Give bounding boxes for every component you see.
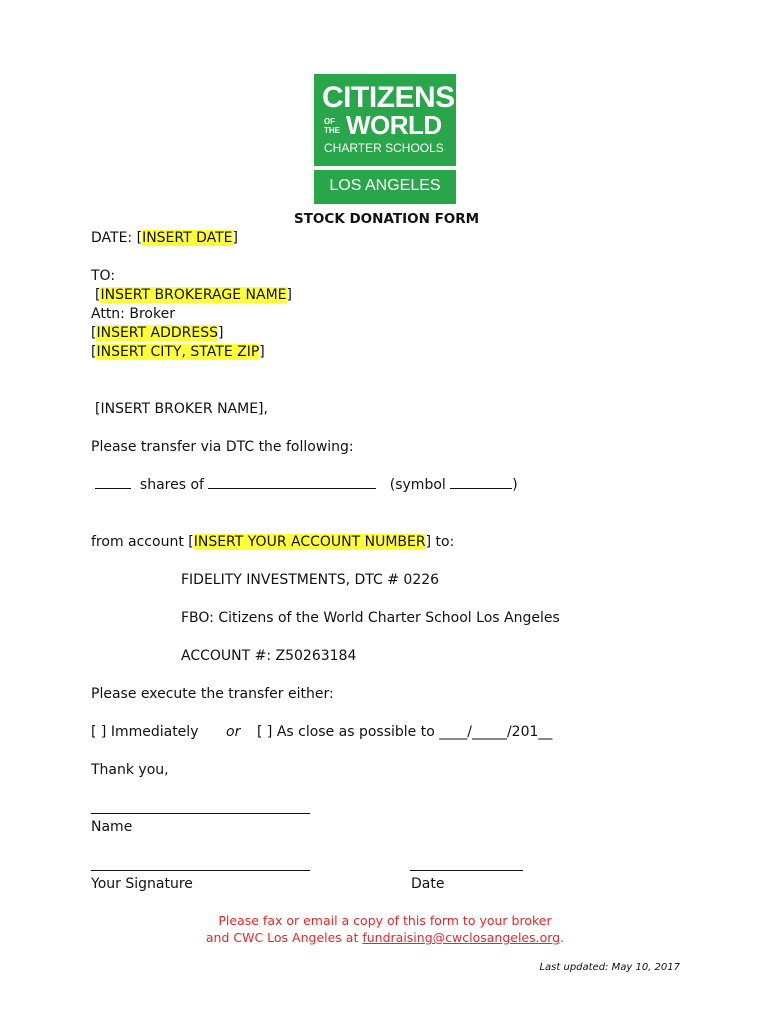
city-state-zip-placeholder[interactable]: INSERT CITY, STATE ZIP bbox=[96, 344, 260, 360]
symbol-close: ) bbox=[512, 477, 518, 493]
brokerage-line: [INSERT BROKERAGE NAME] bbox=[95, 287, 292, 303]
account-line bbox=[91, 533, 454, 551]
logo-world-text: WORLD bbox=[346, 110, 442, 140]
transfer-intro: Please transfer via DTC the following: bbox=[91, 439, 354, 455]
to-label: TO: bbox=[91, 268, 116, 284]
logo-charter-text: CHARTER SCHOOLS bbox=[324, 141, 444, 155]
date-bracket: ] bbox=[232, 230, 238, 246]
date-line bbox=[91, 229, 238, 247]
execute-intro: Please execute the transfer either: bbox=[91, 686, 334, 702]
city-state-zip-line: [INSERT CITY, STATE ZIP] bbox=[91, 344, 265, 360]
thank-you: Thank you, bbox=[91, 762, 169, 778]
name-label: Name bbox=[91, 819, 133, 835]
address-placeholder[interactable]: INSERT ADDRESS bbox=[96, 325, 218, 341]
logo-top-panel bbox=[314, 74, 456, 166]
account-suffix: ] to: bbox=[425, 534, 455, 550]
account-number-placeholder[interactable]: INSERT YOUR ACCOUNT NUMBER bbox=[193, 534, 426, 550]
immediately-option[interactable]: [ ] Immediately bbox=[91, 724, 199, 740]
shares-count-blank[interactable] bbox=[95, 476, 131, 489]
signature-line[interactable] bbox=[91, 870, 310, 871]
brokerage-placeholder[interactable]: INSERT BROKERAGE NAME bbox=[100, 287, 287, 303]
citizens-of-the-world-logo bbox=[314, 74, 456, 204]
date-label: DATE: [ bbox=[91, 230, 143, 246]
fundraising-email-link[interactable]: fundraising@cwclosangeles.org bbox=[362, 930, 561, 945]
signature-label: Your Signature bbox=[91, 876, 193, 892]
logo-citizens-text: CITIZENS bbox=[322, 81, 455, 114]
last-updated: Last updated: May 10, 2017 bbox=[539, 962, 680, 973]
attn-line: Attn: Broker bbox=[91, 306, 175, 322]
symbol-blank[interactable] bbox=[450, 476, 512, 489]
fbo-line: FBO: Citizens of the World Charter School Los Angeles bbox=[181, 610, 560, 626]
footer-note-suffix: . bbox=[560, 930, 565, 945]
logo-of-text: OF bbox=[324, 117, 336, 126]
date-label-bottom: Date bbox=[411, 876, 445, 892]
name-line[interactable] bbox=[91, 813, 310, 814]
account-prefix: from account [ bbox=[91, 534, 194, 550]
shares-of-label: shares of bbox=[139, 477, 204, 493]
or-text: or bbox=[226, 724, 241, 740]
footer-note-prefix: and CWC Los Angeles at bbox=[205, 930, 363, 945]
shares-line bbox=[95, 476, 518, 494]
footer-note-line2 bbox=[0, 930, 770, 946]
logo-the-text: THE bbox=[324, 126, 340, 135]
date-placeholder[interactable]: INSERT DATE bbox=[142, 230, 233, 246]
fidelity-line: FIDELITY INVESTMENTS, DTC # 0226 bbox=[181, 572, 440, 588]
company-name-blank[interactable] bbox=[208, 476, 376, 489]
date-signature-line[interactable] bbox=[410, 870, 523, 871]
address-line: [INSERT ADDRESS] bbox=[91, 325, 224, 341]
close-date-option[interactable]: [ ] As close as possible to ____/_____/201__ bbox=[257, 724, 553, 740]
logo-city-text: LOS ANGELES bbox=[329, 177, 441, 194]
form-title: STOCK DONATION FORM bbox=[294, 211, 480, 227]
footer-note-line1: Please fax or email a copy of this form to your broker bbox=[218, 913, 552, 928]
symbol-label: (symbol bbox=[389, 477, 446, 493]
account-number-line: ACCOUNT #: Z50263184 bbox=[181, 648, 357, 664]
broker-salutation: [INSERT BROKER NAME], bbox=[95, 401, 268, 417]
logo-bottom-panel bbox=[314, 170, 456, 204]
